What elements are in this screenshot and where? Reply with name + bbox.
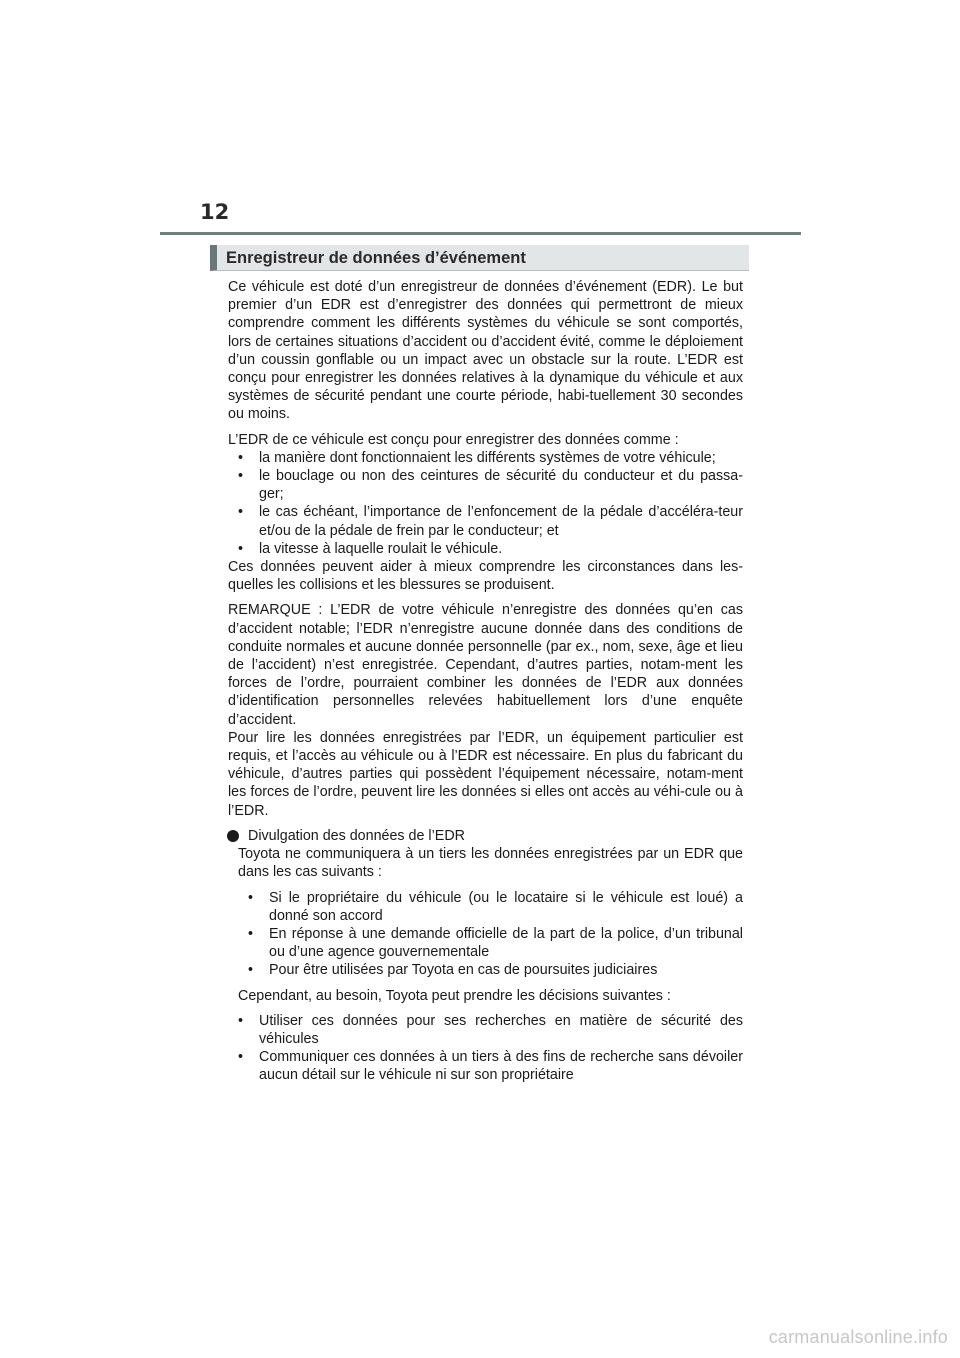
list-item: • Utiliser ces données pour ses recherches en matière de sécurité des véhicules bbox=[238, 1012, 743, 1048]
page-body bbox=[228, 278, 743, 1085]
disclosure-lead: Toyota ne communiquera à un tiers les données enregistrées par un EDR que dans les cas suivants : bbox=[238, 846, 743, 881]
circle-bullet-icon bbox=[227, 830, 239, 842]
list-item: • Pour être utilisées par Toyota en cas de poursuites judiciaires bbox=[248, 961, 743, 979]
however-paragraph: Cependant, au besoin, Toyota peut prendre les décisions suivantes : bbox=[238, 987, 671, 1004]
remark-paragraph: REMARQUE : L’EDR de votre véhicule n’enregistre des données qu’en cas d’accident notable; l’EDR n’enregistre aucune donnée dans des conditions de conduite normales et aucune donnée personnelle (par ex., nom, sexe, âge et lieu de l’accident) n’est enregistrée. Cependant, d’autres parties, notam-ment les forces de l’ordre, pourraient combiner les données de l’EDR aux données d’identification personnelles relevées habituellement lors d’une enquête d’accident. bbox=[228, 602, 743, 728]
list-item: • le cas échéant, l’importance de l’enfoncement de la pédale d’accéléra-teur et/ou de la pédale de frein par le conducteur; et bbox=[238, 503, 743, 539]
intro-paragraph: Ce véhicule est doté d’un enregistreur de données d’événement (EDR). Le but premier d’un EDR est d’enregistrer des données qui permettront de mieux comprendre comment les différents systèmes du véhicule se sont comportés, lors de certaines situations d’accident ou d’accident évité, comme le déploiement d’un coussin gonflable ou un impact avec un obstacle sur la route. L’EDR est conçu pour enregistrer les données relatives à la dynamique du véhicule et aux systèmes de sécurité pendant une courte période, habi-tuellement 30 secondes ou moins. bbox=[228, 279, 743, 423]
recording-lead: L’EDR de ce véhicule est conçu pour enregistrer des données comme : bbox=[228, 431, 679, 448]
reading-paragraph: Pour lire les données enregistrées par l’EDR, un équipement particulier est requis, et l’accès au véhicule ou à l’EDR est nécessaire. En plus du fabricant du véhicule, d’autres parties qui possèdent l’équipement nécessaire, notam-ment les forces de l’ordre, peuvent lire les données si elles ont accès au véhi-cule ou à l’EDR. bbox=[228, 729, 743, 819]
page-number: 12 bbox=[200, 200, 230, 224]
circumstances-paragraph: Ces données peuvent aider à mieux comprendre les circonstances dans les-quelles les collisions et les blessures se produisent. bbox=[228, 559, 743, 594]
disclosure-heading-label: Divulgation des données de l’EDR bbox=[248, 827, 465, 844]
disclosure-section bbox=[238, 845, 743, 1084]
header-rule bbox=[160, 232, 801, 235]
disclosure-heading bbox=[228, 827, 743, 845]
section-title: Enregistreur de données d’événement bbox=[210, 245, 749, 271]
disclosure-cases-list bbox=[248, 889, 743, 980]
list-item: • Communiquer ces données à un tiers à des fins de recherche sans dévoiler aucun détail sur le véhicule ni sur son propriétaire bbox=[238, 1048, 743, 1084]
list-item: • Si le propriétaire du véhicule (ou le locataire si le véhicule est loué) a donné son accord bbox=[248, 889, 743, 925]
site-watermark: carmanualsonline.info bbox=[768, 1327, 948, 1347]
recording-list bbox=[238, 449, 743, 558]
list-item: • le bouclage ou non des ceintures de sécurité du conducteur et du passa-ger; bbox=[238, 467, 743, 503]
list-item: • En réponse à une demande officielle de la part de la police, d’un tribunal ou d’une agence gouvernementale bbox=[248, 925, 743, 961]
list-item: • la manière dont fonctionnaient les différents systèmes de votre véhicule; bbox=[238, 449, 743, 467]
decisions-list bbox=[238, 1012, 743, 1085]
list-item: • la vitesse à laquelle roulait le véhicule. bbox=[238, 540, 743, 558]
